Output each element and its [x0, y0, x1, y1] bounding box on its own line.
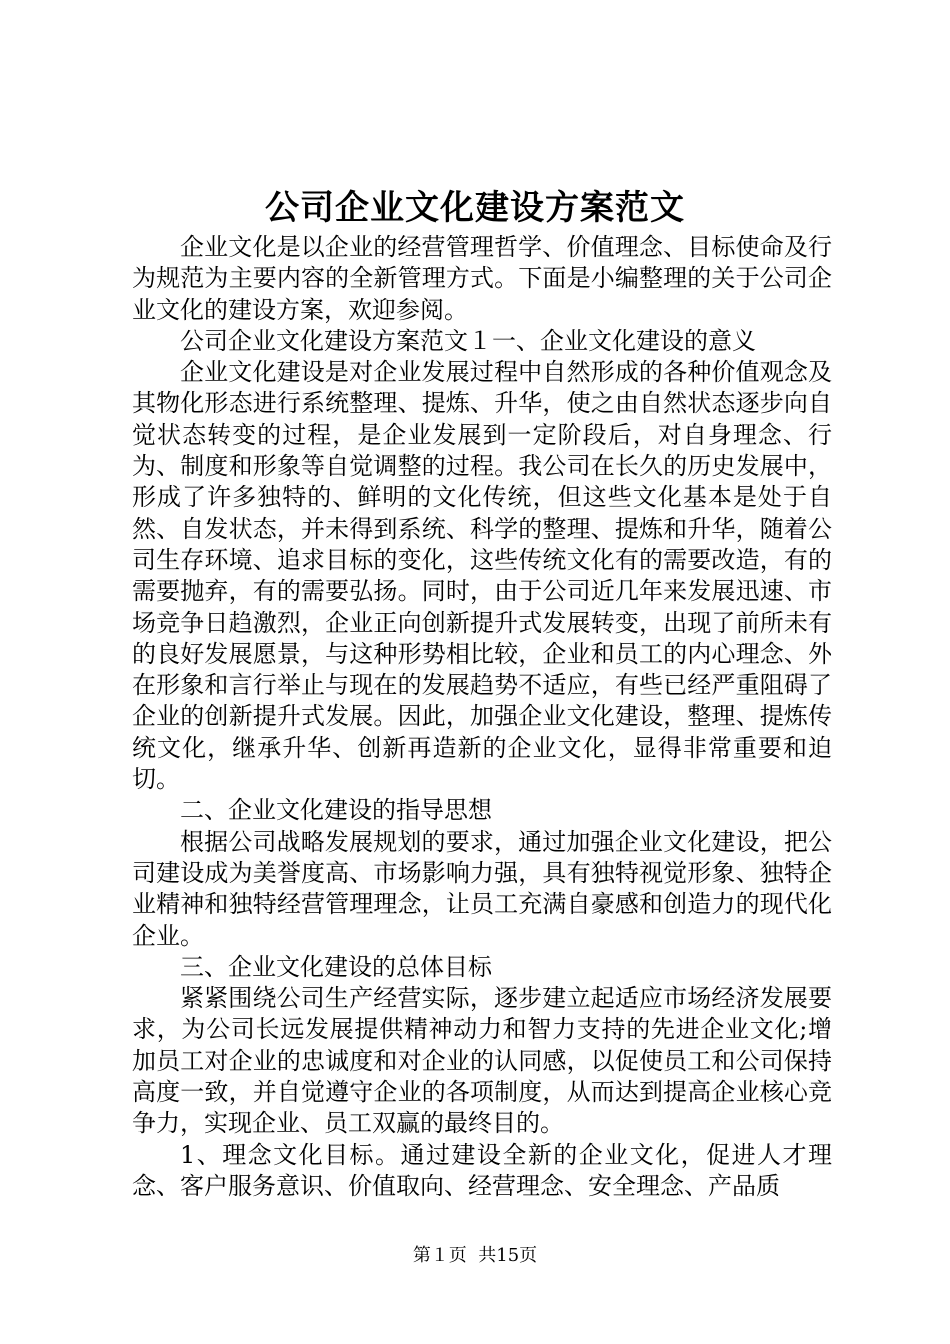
document-body: [132, 232, 832, 1202]
page-footer: [0, 1244, 950, 1268]
paragraph-guiding-thought: 根据公司战略发展规划的要求，通过加强企业文化建设，把公司建设成为美誉度高、市场影响力强，具有独特视觉形象、独特企业精神和独特经营管理理念，让员工充满自豪感和创造力的现代化企业。: [132, 827, 832, 950]
paragraph-concept-goal: 1、理念文化目标。通过建设全新的企业文化，促进人才理念、客户服务意识、价值取向、经营理念、安全理念、产品质: [132, 1140, 832, 1200]
paragraph-intro: 企业文化是以企业的经营管理哲学、价值理念、目标使命及行为规范为主要内容的全新管理方式。下面是小编整理的关于公司企业文化的建设方案，欢迎参阅。: [132, 233, 832, 324]
paragraph-significance: 企业文化建设是对企业发展过程中自然形成的各种价值观念及其物化形态进行系统整理、提炼、升华，使之由自然状态逐步向自觉状态转变的过程，是企业发展到一定阶段后，对自身理念、行为、制度和形象等自觉调整的过程。我公司在长久的历史发展中，形成了许多独特的、鲜明的文化传统，但这些文化基本是处于自然、自发状态，并未得到系统、科学的整理、提炼和升华，随着公司生存环境、追求目标的变化，这些传统文化有的需要改造，有的需要抛弃，有的需要弘扬。同时，由于公司近几年来发展迅速、市场竞争日趋激烈，企业正向创新提升式发展转变，出现了前所未有的良好发展愿景，与这种形势相比较，企业和员工的内心理念、外在形象和言行举止与现在的发展趋势不适应，有些已经严重阻碍了企业的创新提升式发展。因此，加强企业文化建设，整理、提炼传统文化，继承升华、创新再造新的企业文化，显得非常重要和迫切。: [132, 358, 832, 794]
paragraph-overall-goal: 紧紧围绕公司生产经营实际，逐步建立起适应市场经济发展要求，为公司长远发展提供精神动力和智力支持的先进企业文化;增加员工对企业的忠诚度和对企业的认同感，以促使员工和公司保持高度一致，并自觉遵守企业的各项制度，从而达到提高企业核心竞争力，实现企业、员工双赢的最终目的。: [132, 984, 832, 1138]
paragraph-section-3-heading: 三、企业文化建设的总体目标: [180, 952, 492, 981]
document-title: 公司企业文化建设方案范文: [265, 188, 685, 228]
paragraph-section-1-heading: 公司企业文化建设方案范文１一、企业文化建设的意义: [180, 326, 756, 355]
paragraph-section-2-heading: 二、企业文化建设的指导思想: [180, 796, 492, 825]
page-total: 共15页: [478, 1245, 538, 1266]
page-number: 第１页: [412, 1245, 467, 1266]
